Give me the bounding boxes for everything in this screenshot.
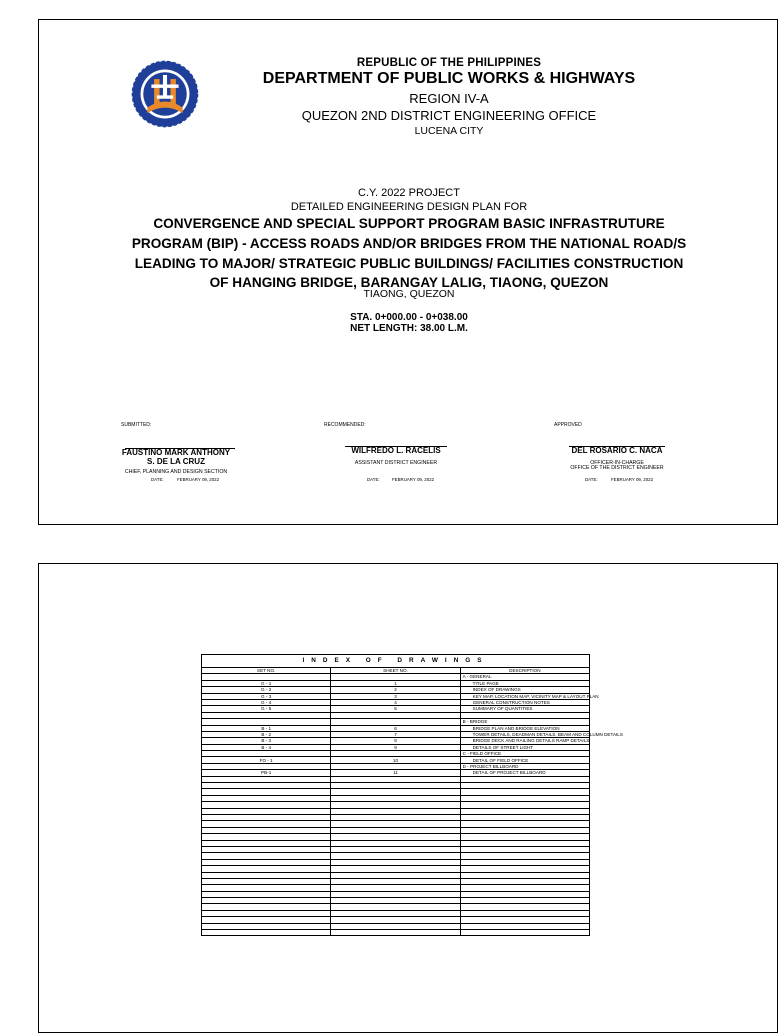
blank-cell <box>460 930 589 936</box>
submitted-name-line-2: S. DE LA CRUZ <box>147 457 205 466</box>
office-heading: QUEZON 2ND DISTRICT ENGINEERING OFFICE <box>301 108 597 123</box>
set-no-cell: G - 3 <box>202 693 331 699</box>
index-table-wrapper <box>201 654 623 936</box>
description-cell: C - FIELD OFFICE <box>460 751 589 757</box>
index-table <box>201 654 623 936</box>
project-location: TIAONG, QUEZON <box>363 288 455 300</box>
republic-heading: REPUBLIC OF THE PHILIPPINES <box>356 57 542 69</box>
index-sheet <box>38 563 778 1033</box>
sheet-no-cell: 4 <box>331 699 460 705</box>
city-heading: LUCENA CITY <box>414 125 484 137</box>
set-no-cell: G - 4 <box>202 699 331 705</box>
description-cell: KEY MAP, LOCATION MAP, VICINITY MAP & LAYOUT PLAN <box>460 693 589 699</box>
submitted-date: FEBRUARY 09, 2022 <box>177 477 220 482</box>
project-title-line-2: PROGRAM (BIP) - ACCESS ROADS AND/OR BRIDGES FROM THE NATIONAL ROAD/S <box>131 236 687 251</box>
index-title: INDEX OF DRAWINGS <box>202 655 590 668</box>
set-no-cell: FO - 1 <box>202 757 331 763</box>
approved-position-line-2: OFFICE OF THE DISTRICT ENGINEER <box>570 465 664 471</box>
description-cell: A - GENERAL <box>460 674 589 680</box>
index-table-body <box>202 674 623 936</box>
description-cell: BRIDGE PLAN AND BRIDGE ELEVATION <box>460 725 589 731</box>
blank-cell <box>202 930 331 936</box>
project-year: C.Y. 2022 PROJECT <box>358 187 460 199</box>
approved-name: DEL ROSARIO C. NACA <box>571 446 663 455</box>
submitted-label: SUBMITTED: <box>121 422 152 428</box>
description-cell: SUMMARY OF QUANTITIES <box>460 706 589 712</box>
department-heading: DEPARTMENT OF PUBLIC WORKS & HIGHWAYS <box>262 70 636 87</box>
project-title-line-3: LEADING TO MAJOR/ STRATEGIC PUBLIC BUILDINGS/ FACILITIES CONSTRUCTION <box>134 256 684 271</box>
recommended-date: FEBRUARY 09, 2022 <box>392 477 435 482</box>
recommended-position: ASSISTANT DISTRICT ENGINEER <box>354 460 438 466</box>
recommended-name: WILFREDO L. RACELIS <box>351 446 441 455</box>
header-set-no: SET NO. <box>202 668 331 674</box>
set-no-cell: B - 1 <box>202 725 331 731</box>
approved-label: APPROVED <box>554 422 582 428</box>
title-sheet <box>38 19 778 525</box>
sheet-no-cell: 10 <box>331 757 460 763</box>
dpwh-logo <box>131 60 199 128</box>
set-no-cell: B - 4 <box>202 744 331 750</box>
submitted-date-label: DATE: <box>151 477 164 482</box>
description-cell: TITLE PAGE <box>460 680 589 686</box>
project-title-line-4: OF HANGING BRIDGE, BARANGAY LALIG, TIAONG, QUEZON <box>209 275 609 290</box>
header-sheet-no: SHEET NO. <box>331 668 460 674</box>
project-title-line-1: CONVERGENCE AND SPECIAL SUPPORT PROGRAM BASIC INFRASTRUTURE <box>153 216 665 231</box>
project-net-length: NET LENGTH: 38.00 L.M. <box>350 323 468 334</box>
sheet-no-cell: 1 <box>331 680 460 686</box>
description-cell: GENERAL CONSTRUCTION NOTES <box>460 699 589 705</box>
header-description: DESCRIPTION <box>460 668 589 674</box>
blank-cell <box>331 930 460 936</box>
description-cell: DETAILS OF STREET LIGHT <box>460 744 589 750</box>
description-cell: D - PROJECT BILLBOARD <box>460 763 589 769</box>
plan-label: DETAILED ENGINEERING DESIGN PLAN FOR <box>290 201 528 213</box>
approved-position-line-1: OFFICER-IN-CHARGE <box>590 460 644 466</box>
region-heading: REGION IV-A <box>409 91 489 106</box>
submitted-name-line-1: FAUSTINO MARK ANTHONY <box>121 448 231 457</box>
project-station: STA. 0+000.00 - 0+038.00 <box>350 312 468 323</box>
description-cell: B - BRIDGE <box>460 719 589 725</box>
sheet-no-cell: 8 <box>331 738 460 744</box>
sheet-no-cell: 5 <box>331 706 460 712</box>
sheet-no-cell: 2 <box>331 687 460 693</box>
approved-date: FEBRUARY 09, 2022 <box>611 477 654 482</box>
description-cell: BRIDGE DECK AND RAILING DETAILS RAMP DETAILS <box>460 738 589 744</box>
description-cell: DETAIL OF FIELD OFFICE <box>460 757 589 763</box>
sheet-no-cell: 11 <box>331 770 460 776</box>
recommended-label: RECOMMENDED: <box>324 422 366 428</box>
recommended-date-label: DATE: <box>367 477 380 482</box>
approved-date-label: DATE: <box>585 477 598 482</box>
sheet-no-cell: 7 <box>331 731 460 737</box>
submitted-position: CHIEF, PLANNING AND DESIGN SECTION <box>124 469 228 475</box>
set-no-cell: B - 3 <box>202 738 331 744</box>
sheet-no-cell: 3 <box>331 693 460 699</box>
sheet-no-cell: 6 <box>331 725 460 731</box>
set-no-cell: G - 5 <box>202 706 331 712</box>
set-no-cell: G - 1 <box>202 680 331 686</box>
set-no-cell: PB-1 <box>202 770 331 776</box>
sheet-no-cell: 9 <box>331 744 460 750</box>
description-cell: TOWER DETAILS, DEADMAN DETAILS, BEAM AND COLUMN DETAILS <box>460 731 589 737</box>
set-no-cell: G - 2 <box>202 687 331 693</box>
description-cell: INDEX OF DRAWINGS <box>460 687 589 693</box>
set-no-cell: B - 2 <box>202 731 331 737</box>
description-cell: DETAIL OF PROJECT BILLBOARD <box>460 770 589 776</box>
blank-table-row <box>202 930 590 936</box>
